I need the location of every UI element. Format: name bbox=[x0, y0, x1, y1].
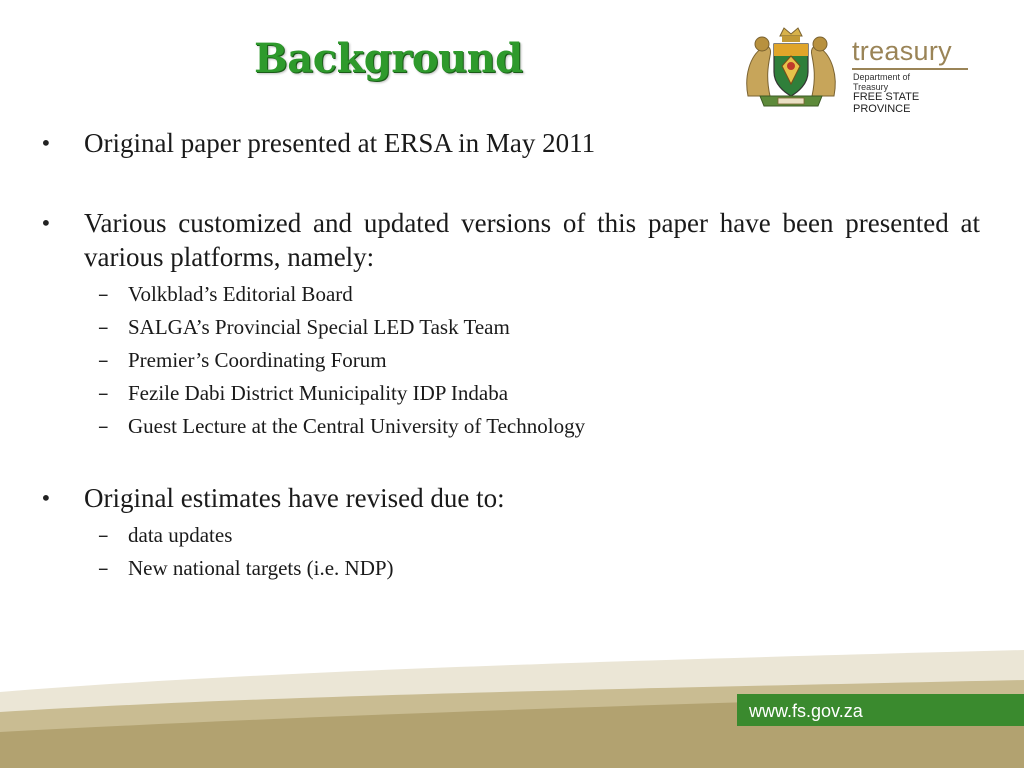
coat-of-arms-icon bbox=[742, 26, 840, 110]
sub-list bbox=[98, 278, 980, 443]
treasury-logo bbox=[742, 26, 974, 115]
sub-item bbox=[98, 519, 980, 552]
bullet-text: Original estimates have revised due to: bbox=[84, 483, 505, 513]
dash-icon: – bbox=[98, 556, 109, 580]
logo-divider bbox=[852, 68, 968, 70]
logo-department bbox=[853, 72, 910, 92]
logo-line-2: Treasury bbox=[853, 82, 889, 92]
bullet-item bbox=[40, 126, 980, 160]
footer-url: www.fs.gov.za bbox=[749, 701, 863, 721]
sub-item bbox=[98, 278, 980, 311]
sub-item bbox=[98, 552, 980, 585]
logo-province: FREE STATE PROVINCE bbox=[853, 91, 920, 115]
slide-title: Background bbox=[254, 35, 523, 82]
sub-item bbox=[98, 311, 980, 344]
sub-item bbox=[98, 410, 980, 443]
sub-item-text: data updates bbox=[128, 523, 233, 547]
sub-item bbox=[98, 377, 980, 410]
sub-item bbox=[98, 344, 980, 377]
sub-item-text: Fezile Dabi District Municipality IDP Indaba bbox=[128, 381, 509, 405]
sub-item-text: SALGA’s Provincial Special LED Task Team bbox=[128, 315, 510, 339]
bullet-text: Original paper presented at ERSA in May 2011 bbox=[84, 128, 596, 158]
bullet-icon: • bbox=[40, 131, 52, 155]
dash-icon: – bbox=[98, 348, 109, 372]
bullet-item bbox=[40, 481, 980, 515]
sub-item-text: Premier’s Coordinating Forum bbox=[128, 348, 387, 372]
logo-wordmark: treasury bbox=[852, 36, 952, 66]
dash-icon: – bbox=[98, 414, 109, 438]
dash-icon: – bbox=[98, 315, 109, 339]
sub-item-text: Guest Lecture at the Central University of Technology bbox=[128, 414, 586, 438]
bullet-item bbox=[40, 206, 980, 274]
bullet-list bbox=[40, 126, 980, 585]
bullet-text: Various customized and updated versions of this paper have been presented at various platforms, namely: bbox=[84, 208, 980, 272]
dash-icon: – bbox=[98, 523, 109, 547]
footer-band bbox=[0, 620, 1024, 768]
dash-icon: – bbox=[98, 381, 109, 405]
logo-line-1: Department of bbox=[853, 72, 911, 82]
sub-list bbox=[98, 519, 980, 585]
dash-icon: – bbox=[98, 282, 109, 306]
sub-item-text: New national targets (i.e. NDP) bbox=[128, 556, 394, 580]
sub-item-text: Volkblad’s Editorial Board bbox=[128, 282, 353, 306]
bullet-icon: • bbox=[40, 486, 52, 510]
bullet-icon: • bbox=[40, 211, 52, 235]
